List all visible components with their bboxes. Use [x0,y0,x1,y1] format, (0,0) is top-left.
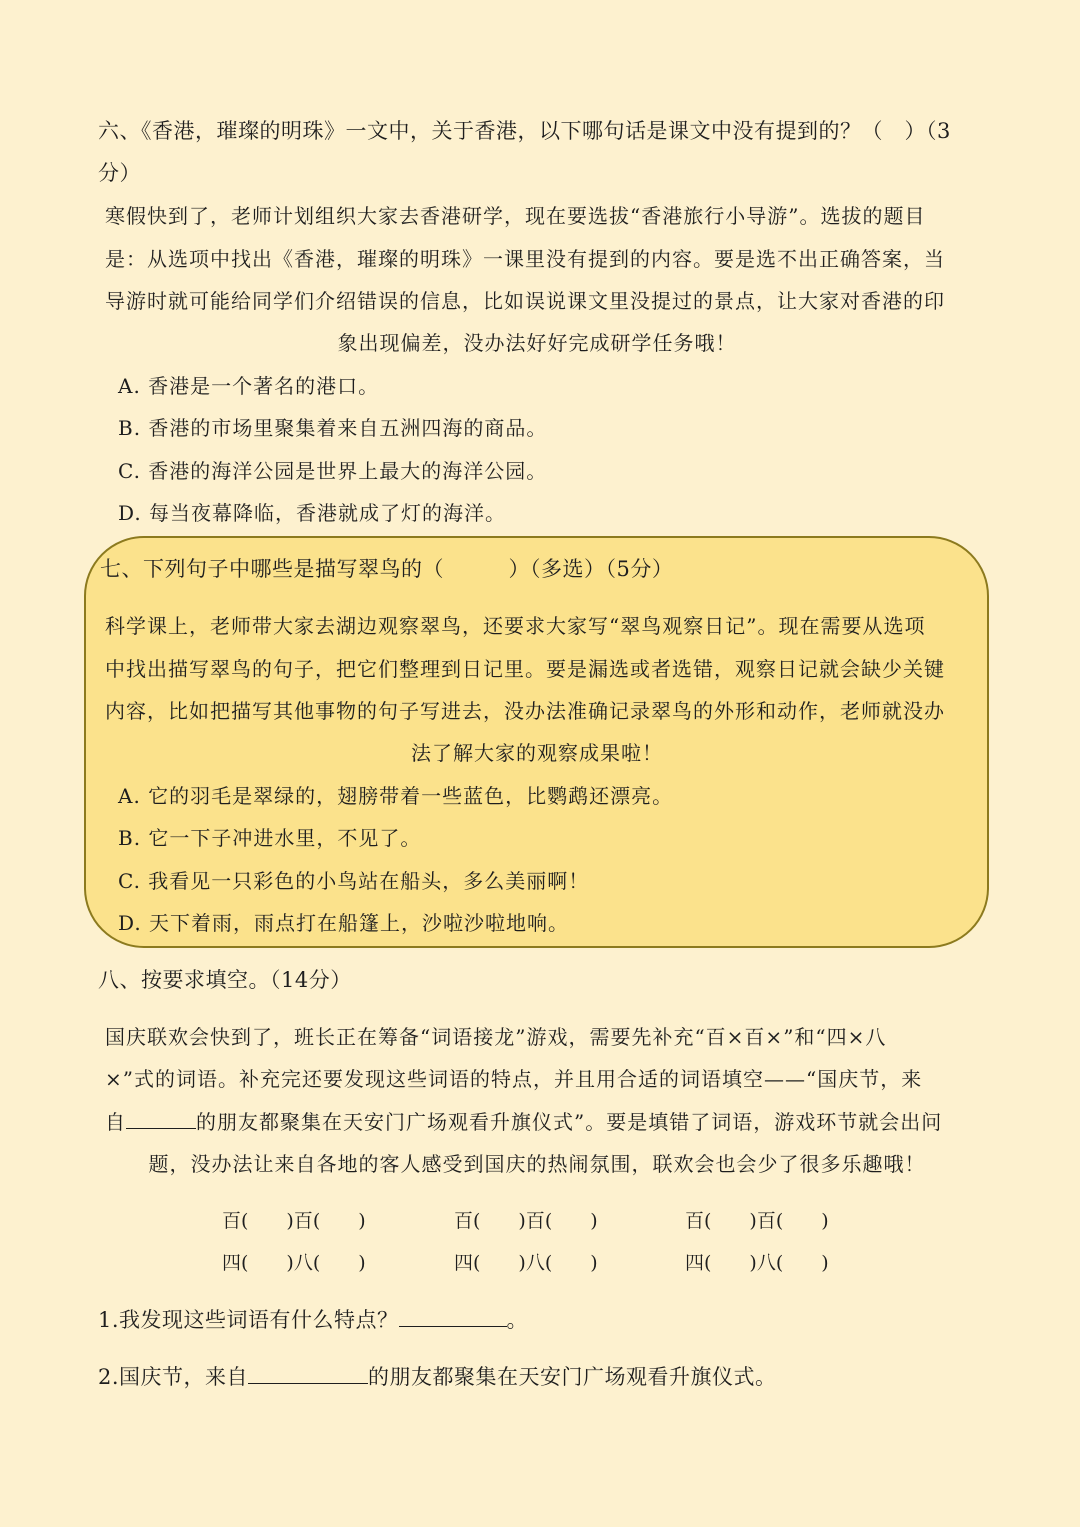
q6-option-a[interactable]: A. 香港是一个著名的港口。 [118,374,380,398]
q8-word-blank[interactable]: 百( )百( ) [454,1210,598,1232]
q8-word-blank[interactable]: 百( )百( ) [685,1210,829,1232]
q8-word-blank[interactable]: 百( )百( ) [222,1210,366,1232]
q6-title-line1: 六、《香港，璀璨的明珠》一文中，关于香港，以下哪句话是课文中没有提到的？（ ）（3 [98,119,951,143]
q8-sub2 [98,1361,777,1391]
q8-scenario-blank [126,1108,196,1129]
q6-scenario-line: 象出现偏差，没办法好好完成研学任务哦！ [337,331,737,355]
q6-scenario-line: 是：从选项中找出《香港，璀璨的明珠》一课里没有提到的内容。要是选不出正确答案，当 [105,247,945,271]
q7-option-c[interactable]: C. 我看见一只彩色的小鸟站在船头，多么美丽啊！ [118,869,590,893]
q8-sub2-answer-blank[interactable] [248,1363,368,1384]
q7-scenario-line: 内容，比如把描写其他事物的句子写进去，没办法准确记录翠鸟的外形和动作，老师就没办 [105,699,945,723]
q7-scenario-line: 科学课上，老师带大家去湖边观察翠鸟，还要求大家写“翠鸟观察日记”。现在需要从选项 [105,614,926,638]
q8-scenario-line [105,1106,942,1135]
q8-scenario-suffix: 的朋友都聚集在天安门广场观看升旗仪式”。要是填错了词语，游戏环节就会出问 [196,1110,943,1134]
q8-sub2-suffix: 的朋友都聚集在天安门广场观看升旗仪式。 [368,1365,777,1389]
q7-option-d[interactable]: D. 天下着雨，雨点打在船篷上，沙啦沙啦地响。 [118,911,570,935]
q6-option-d[interactable]: D. 每当夜幕降临，香港就成了灯的海洋。 [118,501,507,525]
q8-word-blank[interactable]: 四( )八( ) [454,1252,598,1274]
q8-word-blank[interactable]: 四( )八( ) [222,1252,366,1274]
q8-sub1-answer-blank[interactable] [399,1306,507,1327]
q7-title: 七、下列句子中哪些是描写翠鸟的（ ）（多选）（5分） [100,557,674,581]
q8-scenario-line: 国庆联欢会快到了，班长正在筹备“词语接龙”游戏，需要先补充“百×百×”和“四×八 [105,1025,887,1049]
q8-scenario-line: 题，没办法让来自各地的客人感受到国庆的热闹氛围，联欢会也会少了很多乐趣哦！ [148,1152,926,1176]
q6-title-line2: 分） [98,161,141,185]
q8-scenario-line: ×”式的词语。补充完还要发现这些词语的特点，并且用合适的词语填空——“国庆节，来 [105,1067,923,1091]
q7-option-b[interactable]: B. 它一下子冲进水里，不见了。 [118,826,422,850]
q6-option-b[interactable]: B. 香港的市场里聚集着来自五洲四海的商品。 [118,416,548,440]
q6-scenario-line: 寒假快到了，老师计划组织大家去香港研学，现在要选拔“香港旅行小导游”。选拔的题目 [105,204,926,228]
q6-option-c[interactable]: C. 香港的海洋公园是世界上最大的海洋公园。 [118,459,548,483]
q6-scenario-line: 导游时就可能给同学们介绍错误的信息，比如误说课文里没提过的景点，让大家对香港的印 [105,289,945,313]
q8-word-blank[interactable]: 四( )八( ) [685,1252,829,1274]
q8-sub1-prefix: 1.我发现这些词语有什么特点？ [98,1308,399,1332]
q8-sub1 [98,1304,528,1334]
q8-sub1-suffix: 。 [506,1308,529,1332]
q7-scenario-line: 法了解大家的观察成果啦！ [411,741,663,765]
q8-scenario-prefix: 自 [105,1110,126,1134]
q8-title: 八、按要求填空。（14分） [98,968,352,992]
q7-scenario-line: 中找出描写翠鸟的句子，把它们整理到日记里。要是漏选或者选错，观察日记就会缺少关键 [105,657,945,681]
q7-option-a[interactable]: A. 它的羽毛是翠绿的，翅膀带着一些蓝色，比鹦鹉还漂亮。 [118,784,674,808]
q8-sub2-prefix: 2.国庆节，来自 [98,1365,249,1389]
